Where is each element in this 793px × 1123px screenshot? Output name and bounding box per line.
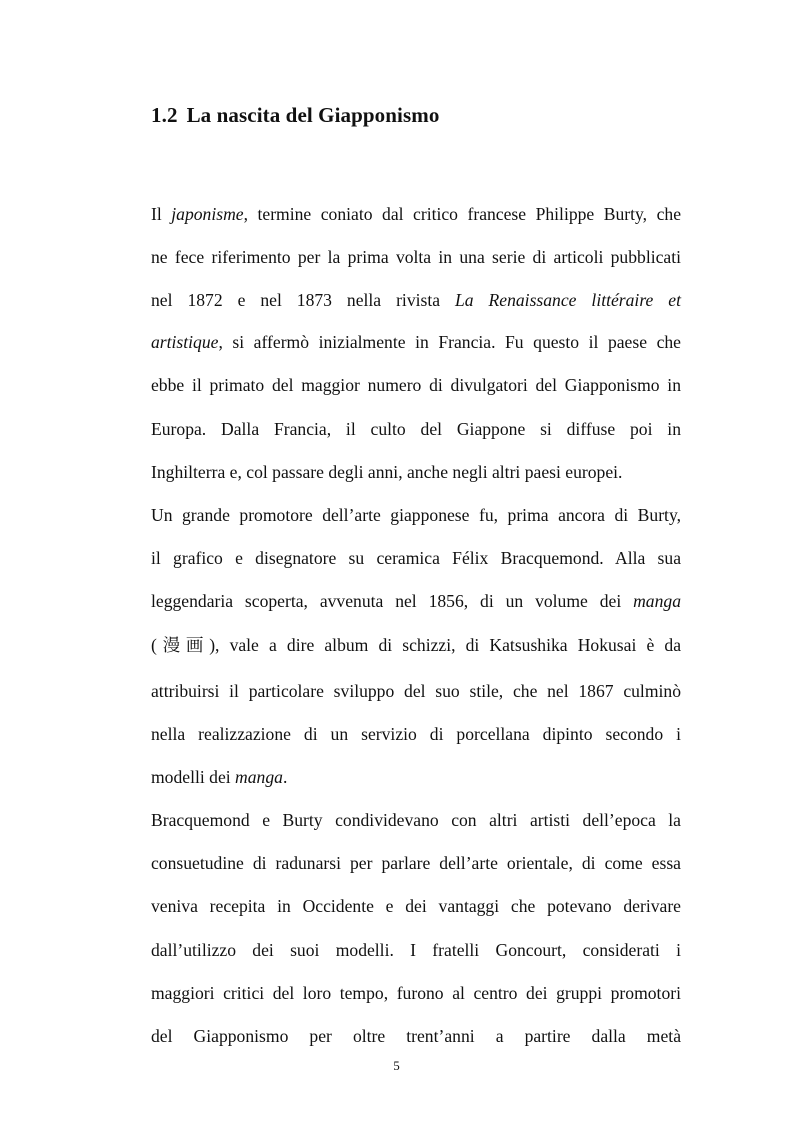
section-number: 1.2 (151, 103, 178, 127)
body-line: nella realizzazione di un servizio di porcellana dipinto secondo i (151, 724, 681, 744)
body-line: nel 1872 e nel 1873 nella rivista La Renaissance littéraire et (151, 290, 681, 310)
body-line: ne fece riferimento per la prima volta in una serie di articoli pubblicati (151, 247, 681, 267)
body-line: ebbe il primato del maggior numero di divulgatori del Giapponismo in (151, 375, 681, 395)
body-line: del Giapponismo per oltre trent’anni a partire dalla metà (151, 1026, 681, 1046)
body-line: attribuirsi il particolare sviluppo del suo stile, che nel 1867 culminò (151, 681, 681, 701)
section-heading (151, 103, 439, 128)
body-line: il grafico e disegnatore su ceramica Félix Bracquemond. Alla sua (151, 548, 681, 568)
page-number: 5 (393, 1058, 400, 1073)
body-line: leggendaria scoperta, avvenuta nel 1856, di un volume dei manga (151, 591, 681, 611)
body-line: dall’utilizzo dei suoi modelli. I fratelli Goncourt, considerati i (151, 940, 681, 960)
body-line: consuetudine di radunarsi per parlare dell’arte orientale, di come essa (151, 853, 681, 873)
body-line: artistique, si affermò inizialmente in Francia. Fu questo il paese che (151, 332, 681, 352)
body-line: Bracquemond e Burty condividevano con altri artisti dell’epoca la (151, 810, 681, 830)
body-line: Inghilterra e, col passare degli anni, anche negli altri paesi europei. (151, 462, 623, 482)
section-title: La nascita del Giapponismo (186, 103, 440, 127)
body-line: modelli dei manga. (151, 767, 288, 787)
body-line: (漫画), vale a dire album di schizzi, di Katsushika Hokusai è da (151, 635, 681, 655)
body-line: maggiori critici del loro tempo, furono al centro dei gruppi promotori (151, 983, 681, 1003)
body-line: Un grande promotore dell’arte giapponese fu, prima ancora di Burty, (151, 505, 681, 525)
body-line: veniva recepita in Occidente e dei vantaggi che potevano derivare (151, 896, 681, 916)
body-line: Europa. Dalla Francia, il culto del Giappone si diffuse poi in (151, 419, 681, 439)
body-line: Il japonisme, termine coniato dal critico francese Philippe Burty, che (151, 204, 681, 224)
